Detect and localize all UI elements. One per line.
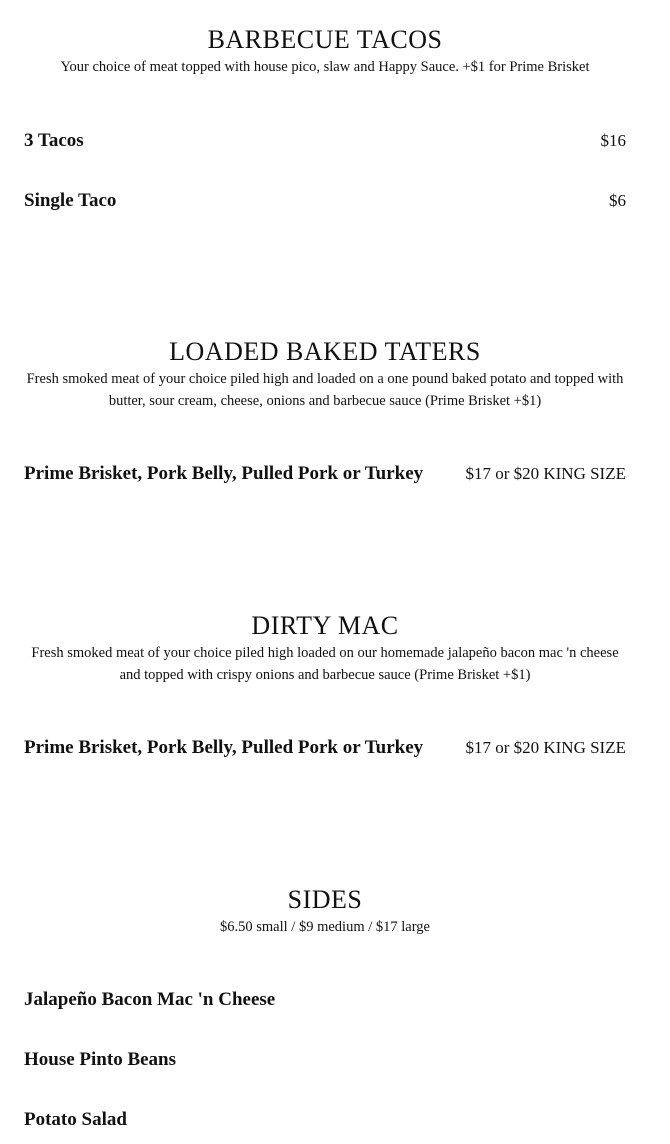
menu-item-name: Prime Brisket, Pork Belly, Pulled Pork or Turkey <box>24 737 424 758</box>
section-dirty-mac <box>0 611 650 686</box>
menu-item-name: Potato Salad <box>24 1109 127 1130</box>
menu-item-single-taco <box>24 190 626 212</box>
menu-item-potato-salad <box>24 1109 626 1131</box>
menu-item-name: Prime Brisket, Pork Belly, Pulled Pork or Turkey <box>24 463 424 484</box>
menu-item-price: $17 or $20 KING SIZE <box>465 738 626 757</box>
section-barbecue-tacos <box>0 25 650 79</box>
section-title: DIRTY MAC <box>251 611 399 640</box>
section-title: BARBECUE TACOS <box>207 25 443 54</box>
section-title: SIDES <box>287 885 363 914</box>
menu-item-dirty-mac-meat <box>24 737 626 759</box>
menu-item-3-tacos <box>24 130 626 152</box>
menu-item-name: 3 Tacos <box>24 130 84 151</box>
section-loaded-baked-taters <box>0 337 650 412</box>
section-description: Fresh smoked meat of your choice piled high and loaded on a one pound baked potato and topped with butter, sour cream, cheese, onions and barbecue sauce (Prime Brisket +$1) <box>26 371 624 409</box>
menu-item-name: House Pinto Beans <box>24 1049 177 1070</box>
section-sides <box>0 885 650 939</box>
menu-item-pinto-beans <box>24 1049 626 1071</box>
section-title: LOADED BAKED TATERS <box>169 337 481 366</box>
section-description: Your choice of meat topped with house pico, slaw and Happy Sauce. +$1 for Prime Brisket <box>60 59 590 75</box>
menu-item-price: $17 or $20 KING SIZE <box>465 464 626 483</box>
menu-item-price: $6 <box>609 191 626 210</box>
section-description: $6.50 small / $9 medium / $17 large <box>220 919 430 935</box>
menu-item-mac-n-cheese <box>24 989 626 1011</box>
menu-item-name: Single Taco <box>24 190 117 211</box>
menu-item-taters-meat <box>24 463 626 485</box>
section-description: Fresh smoked meat of your choice piled high loaded on our homemade jalapeño bacon mac 'n cheese and topped with crispy onions and barbecue sauce (Prime Brisket +$1) <box>31 645 619 683</box>
menu-item-name: Jalapeño Bacon Mac 'n Cheese <box>24 989 276 1010</box>
menu-item-price: $16 <box>600 131 626 150</box>
